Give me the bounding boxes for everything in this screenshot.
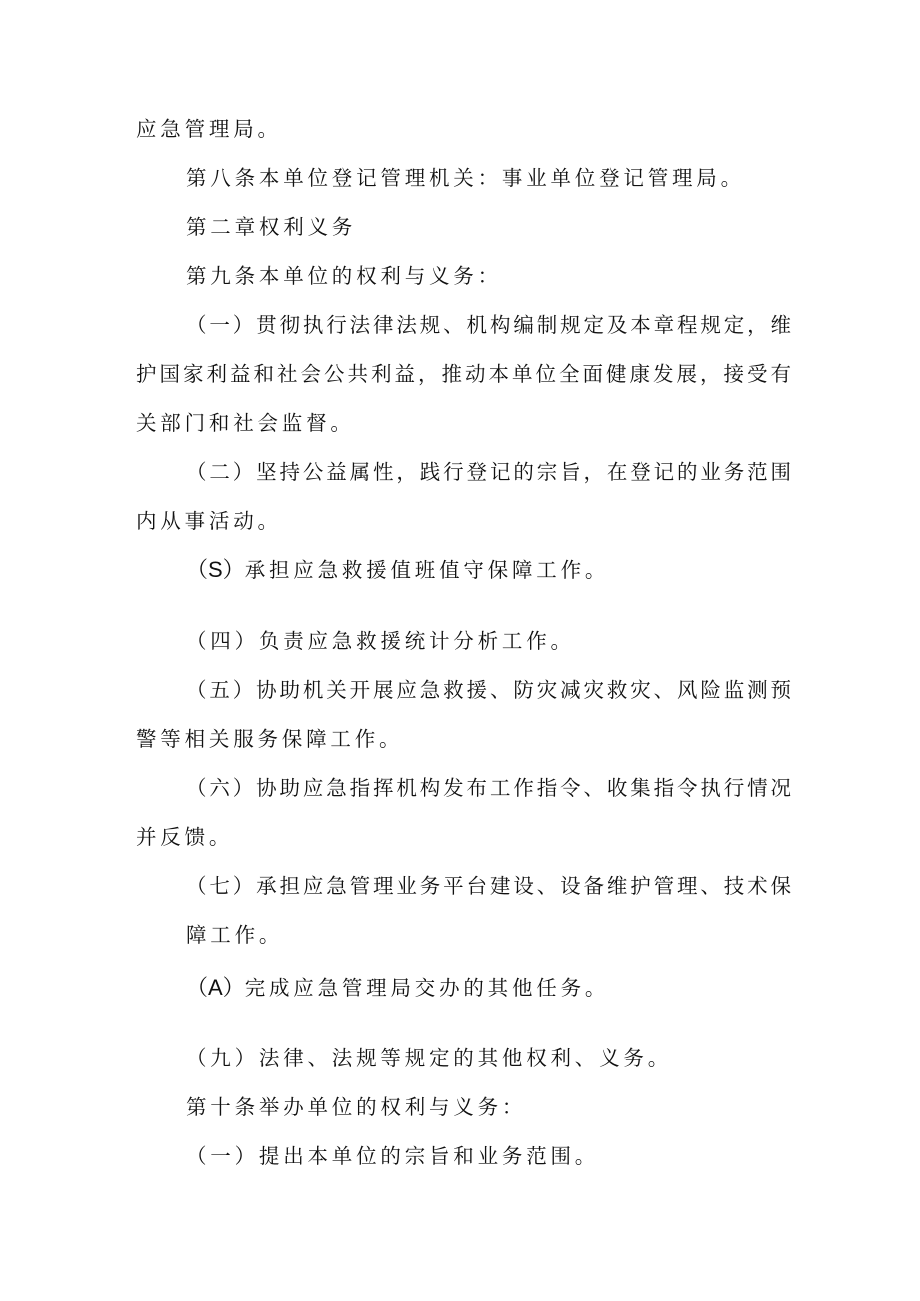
item-9: （九）法律、法规等规定的其他权利、义务。 — [186, 1046, 672, 1070]
item-8-marker: （A） — [186, 975, 245, 1000]
article-9: 第九条本单位的权利与义务： — [186, 264, 502, 288]
article-10: 第十条举办单位的权利与义务： — [186, 1095, 527, 1119]
item-8-text: 完成应急管理局交办的其他任务。 — [244, 976, 610, 1000]
item-1-line-1: （一）贯彻执行法律法规、机构编制规定及本章程规定，维 — [186, 313, 791, 337]
item-2-line-2: 内从事活动。 — [136, 509, 282, 533]
item-4: （四）负责应急救援统计分析工作。 — [186, 629, 575, 653]
item-3 — [186, 557, 609, 583]
item-2-line-1: （二）坚持公益属性，践行登记的宗旨，在登记的业务范围 — [186, 460, 791, 484]
item-3-text: 承担应急救援值班值守保障工作。 — [244, 558, 610, 582]
item-5-line-2: 警等相关服务保障工作。 — [136, 727, 404, 751]
item-7-line-1: （七）承担应急管理业务平台建设、设备维护管理、技术保 — [186, 874, 791, 898]
article-10-item-1: （一）提出本单位的宗旨和业务范围。 — [186, 1144, 600, 1168]
article-8: 第八条本单位登记管理机关：事业单位登记管理局。 — [186, 166, 745, 190]
item-6-line-1: （六）协助应急指挥机构发布工作指令、收集指令执行情况 — [186, 776, 791, 800]
item-6-line-2: 并反馈。 — [136, 825, 234, 849]
item-1-line-2: 护国家利益和社会公共利益，推动本单位全面健康发展，接受有 — [136, 362, 791, 386]
item-7-line-2: 障工作。 — [186, 923, 284, 947]
text-line: 应急管理局。 — [136, 117, 282, 141]
item-1-line-3: 关部门和社会监督。 — [136, 411, 355, 435]
chapter-2-heading: 第二章权利义务 — [186, 215, 357, 239]
item-8 — [186, 975, 609, 1001]
item-5-line-1: （五）协助机关开展应急救援、防灾减灾救灾、风险监测预 — [186, 678, 791, 702]
item-3-marker: （S） — [186, 557, 245, 582]
